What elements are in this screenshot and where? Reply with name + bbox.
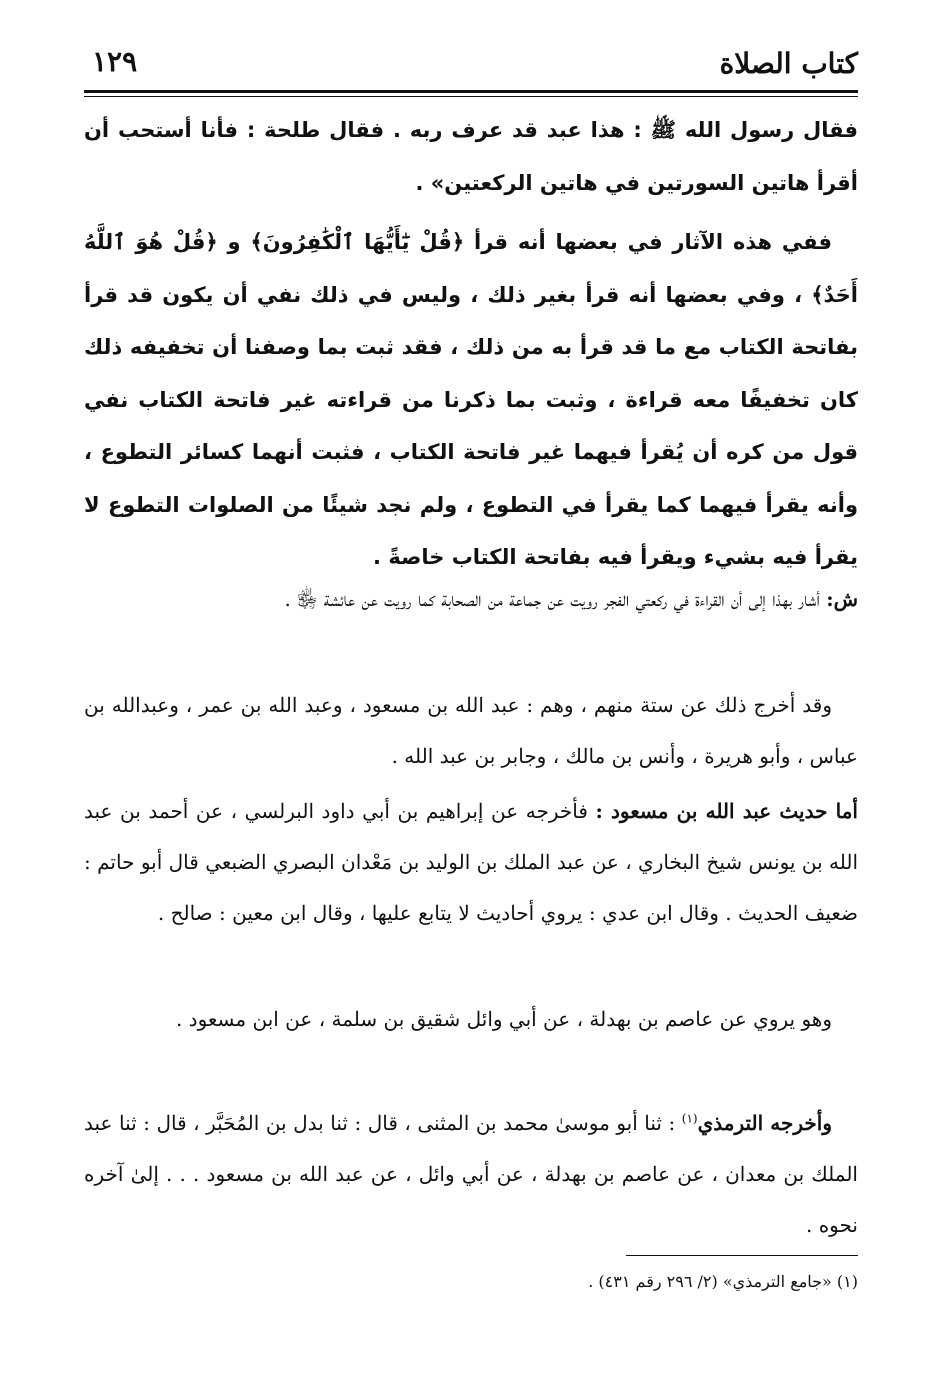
paragraph-1: فقال رسول الله ﷺ : هذا عبد قد عرف ربه . فقال طلحة : فأنا أستحب أن أقرأ هاتين السورتين في هاتين الركعتين» . — [84, 118, 858, 195]
paragraph-3-text: أشار بهذا إلى أن القراءة في ركعتي الفجر رويت عن جماعة من الصحابة كما رويت عن عائشة ﵂ . — [284, 587, 827, 611]
paragraph-4: وقد أخرج ذلك عن ستة منهم ، وهم : عبد الله بن مسعود ، وعبد الله بن عمر ، وعبدالله بن عباس ، وأبو هريرة ، وأنس بن مالك ، وجابر بن عبد الله . — [84, 693, 858, 768]
paragraph-5-heading: أما حديث عبد الله بن مسعود : — [595, 799, 858, 823]
paragraph-3 — [84, 574, 858, 625]
page-number: ١٢٩ — [92, 45, 138, 78]
header-rule-thick — [84, 90, 858, 93]
page-header — [84, 42, 858, 86]
paragraph-2: ففي هذه الآثار في بعضها أنه قرأ ﴿قُلْ يَٰٓأَيُّهَا ٱلْكَٰفِرُونَ﴾ و ﴿قُلْ هُوَ ٱللَّهُ أَحَدٌ﴾ ، وفي بعضها أنه قرأ بغير ذلك ، وليس في ذلك نفي أن يكون قد قرأ بفاتحة الكتاب مع ما قد قرأ به من ذلك ، فقد ثبت بما وصفنا أن تخفيفه ذلك كان تخفيفًا معه قراءة ، وثبت بما ذكرنا من قراءته غير فاتحة الكتاب نفي قول من كره أن يُقرأ فيهما غير فاتحة الكتاب ، فثبت أنهما كسائر التطوع ، وأنه يقرأ فيهما كما يقرأ في التطوع ، ولم نجد شيئًا من الصلوات التطوع لا يقرأ فيه بشيء ويقرأ فيه بفاتحة الكتاب خاصةً . — [84, 230, 858, 569]
paragraph-5-text: فأخرجه عن إبراهيم بن أبي داود البرلسي ، عن أحمد بن عبد الله بن يونس شيخ البخاري ، عن عبد الملك بن الوليد بن مَعْدان البصري الضبعي قال أبو حاتم : ضعيف الحديث . وقال ابن عدي : يروي أحاديث لا يتابع عليها ، وقال ابن معين : صالح . — [84, 799, 858, 925]
paragraph-7-heading: وأخرجه الترمذي — [697, 1111, 832, 1135]
paragraph-5 — [84, 786, 858, 939]
commentary-label: ش: — [826, 587, 858, 611]
paragraph-7 — [84, 1098, 858, 1251]
paragraph-6: وهو يروي عن عاصم بن بهدلة ، عن أبي وائل شقيق بن سلمة ، عن ابن مسعود . — [175, 1007, 832, 1031]
chapter-title: كتاب الصلاة — [719, 47, 858, 80]
footnote-rule — [626, 1255, 858, 1256]
footnote-ref[interactable]: (١) — [681, 1111, 698, 1126]
header-rule-thin — [84, 96, 858, 97]
footnote: (١) «جامع الترمذي» (٢/ ٢٩٦ رقم ٤٣١) . — [588, 1272, 858, 1291]
paragraph-7-text: : ثنا أبو موسىٰ محمد بن المثنى ، قال : ثنا بدل بن المُحَبَّر ، قال : ثنا عبد الملك بن معدان ، عن عاصم بن بهدلة ، عن أبي وائل ، عن عبد الله بن مسعود . . . إلىٰ آخره نحوه . — [84, 1111, 858, 1237]
